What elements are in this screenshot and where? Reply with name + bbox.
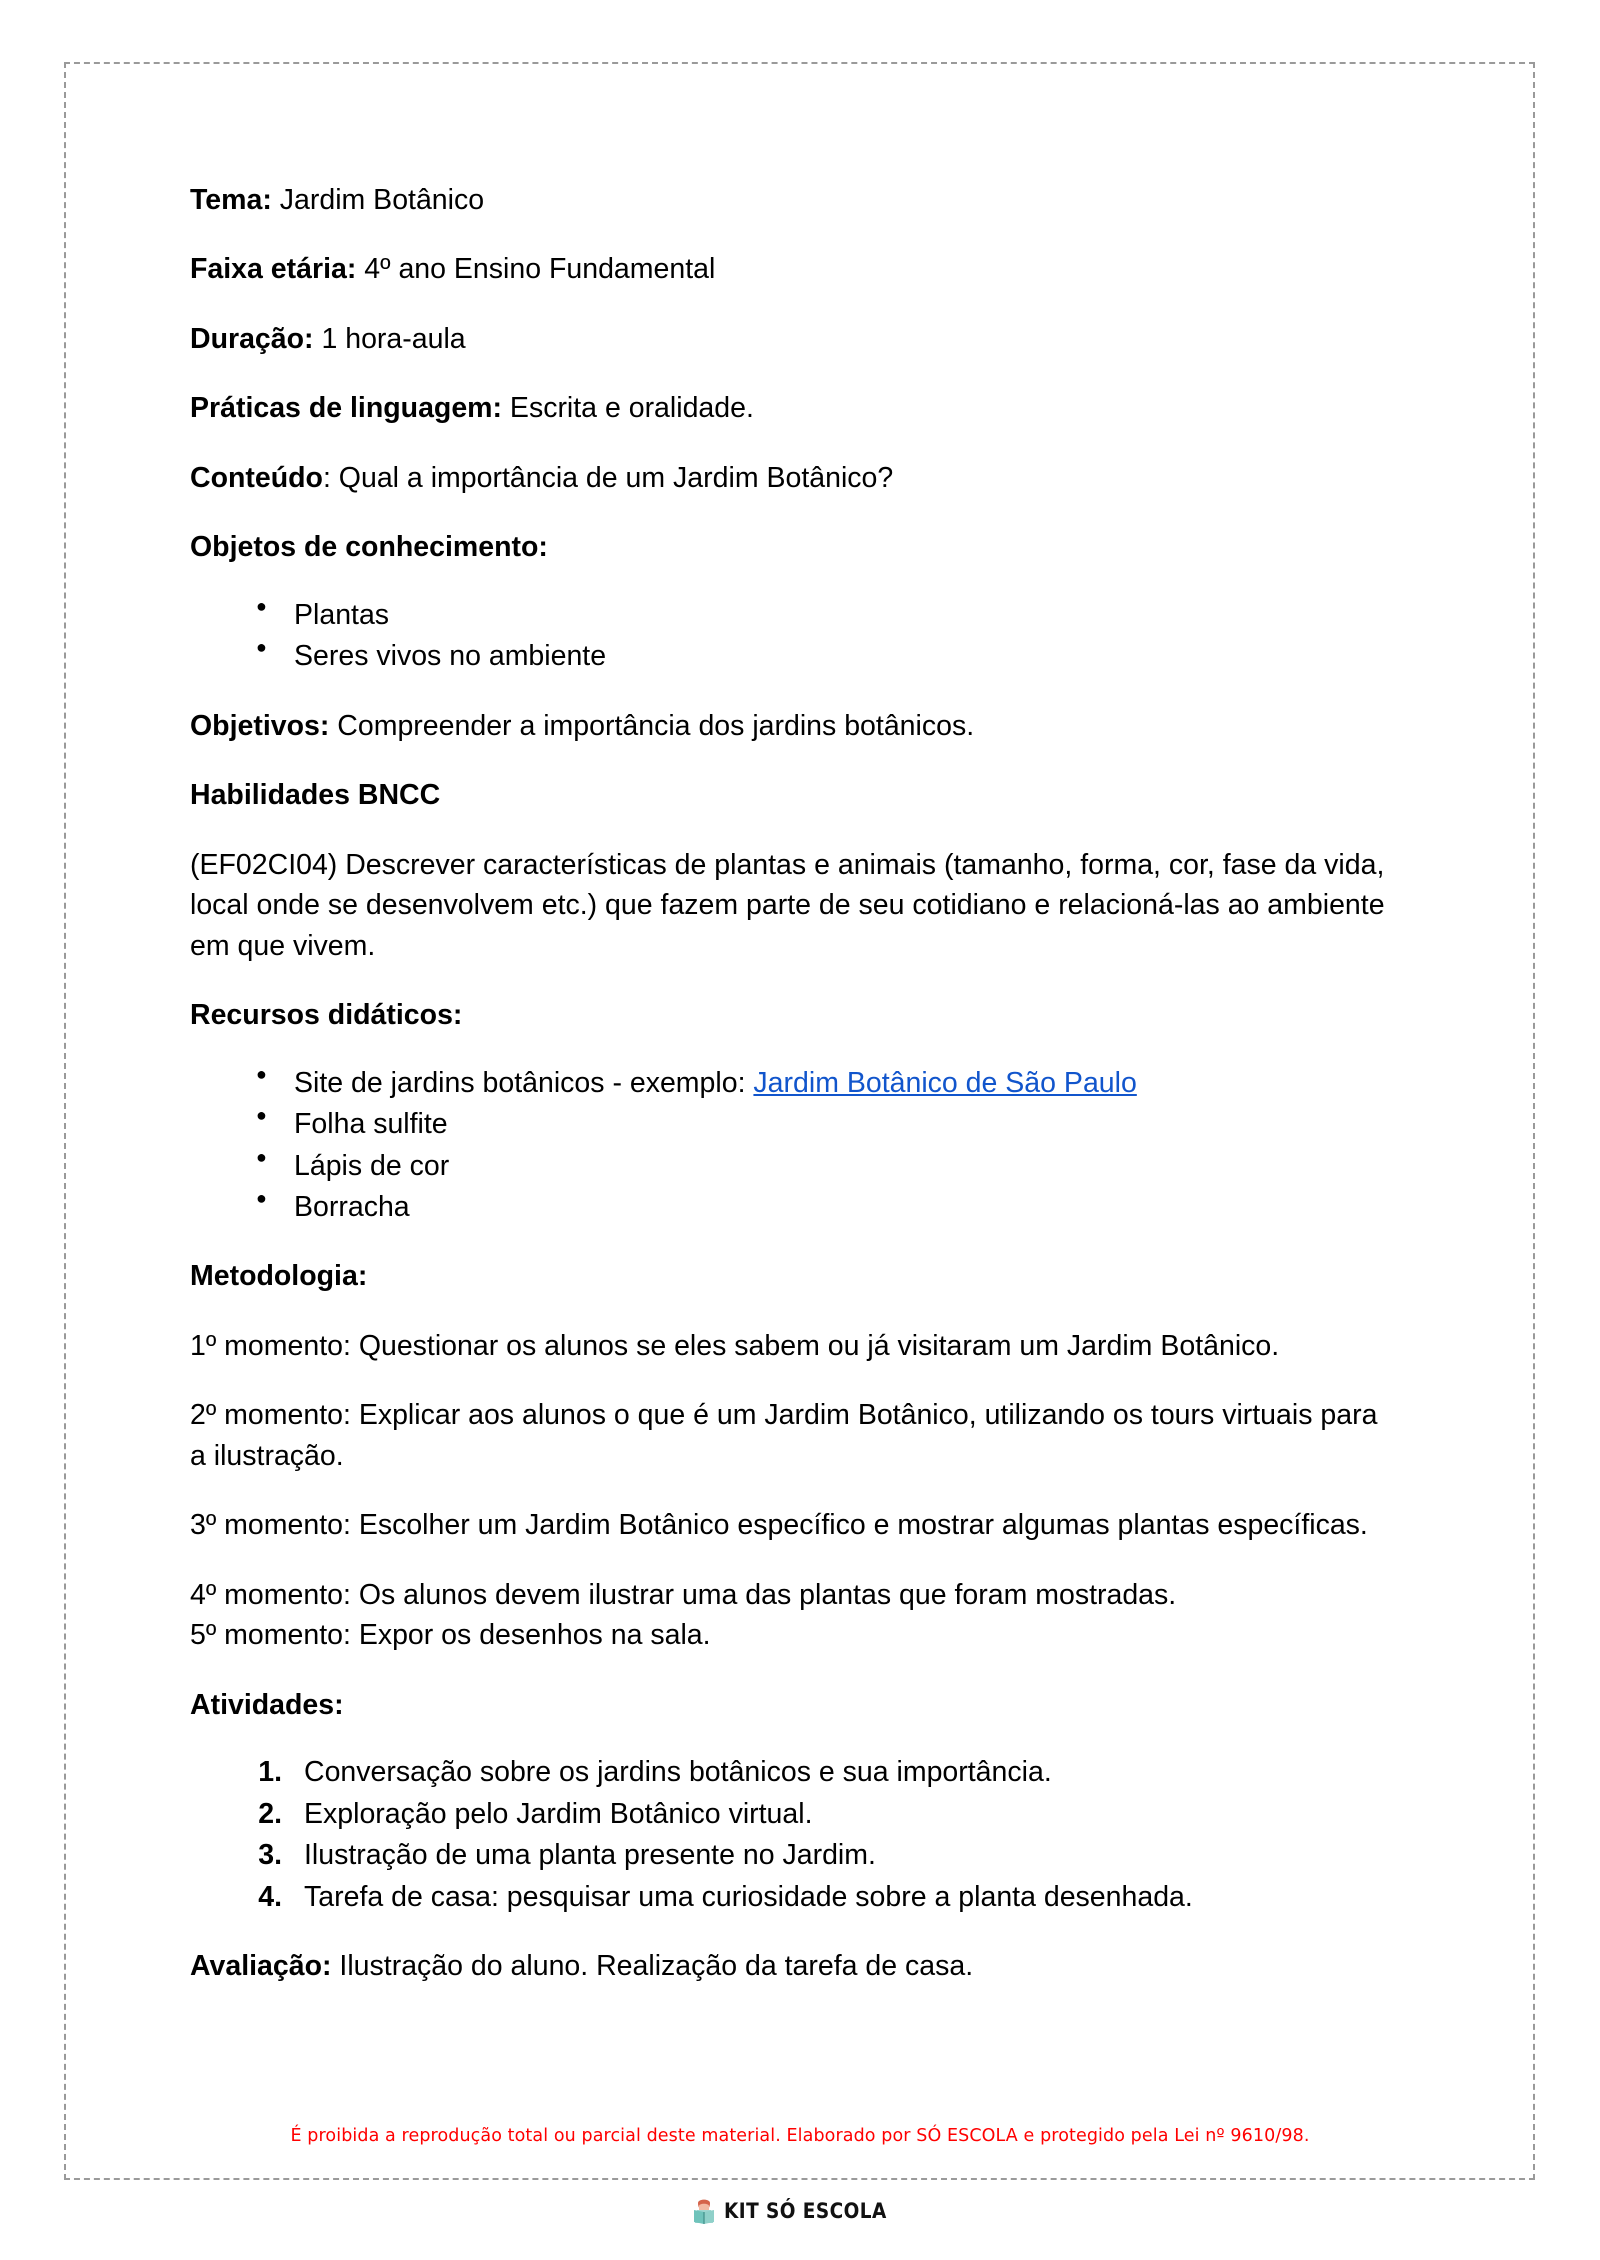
- recursos-didaticos-heading: Recursos didáticos:: [190, 999, 463, 1032]
- list-item: ● Plantas: [252, 595, 1385, 635]
- field-conteudo: [190, 458, 1385, 498]
- field-praticas-linguagem: [190, 388, 1385, 428]
- recurso-text: Site de jardins botânicos - exemplo:: [294, 1066, 754, 1099]
- field-faixa-etaria-value: 4º ano Ensino Fundamental: [356, 253, 716, 286]
- list-item: ● Borracha: [252, 1187, 1385, 1227]
- child-reading-book-icon: [691, 2196, 717, 2226]
- brand-logo: [0, 2196, 1600, 2226]
- field-faixa-etaria: [190, 249, 1385, 289]
- field-objetivos: [190, 706, 1385, 746]
- list-item: Tarefa de casa: pesquisar uma curiosidade sobre a planta desenhada.: [304, 1880, 1193, 1913]
- atividades-heading: Atividades:: [190, 1688, 344, 1721]
- field-objetivos-label: Objetivos:: [190, 709, 330, 742]
- brand-name: KIT SÓ ESCOLA: [724, 2199, 887, 2223]
- field-tema: [190, 180, 1385, 220]
- metodologia-momento-1: 1º momento: Questionar os alunos se eles sabem ou já visitaram um Jardim Botânico.: [190, 1329, 1280, 1362]
- field-avaliacao-label: Avaliação:: [190, 1950, 332, 1983]
- field-avaliacao: [190, 1946, 1385, 1986]
- list-item: Ilustração de uma planta presente no Jardim.: [304, 1839, 876, 1872]
- metodologia-momento-5: 5º momento: Expor os desenhos na sala.: [190, 1619, 711, 1652]
- field-duracao-value: 1 hora-aula: [313, 322, 466, 355]
- recursos-didaticos-list: [190, 1063, 1385, 1228]
- objetos-conhecimento-heading: Objetos de conhecimento:: [190, 531, 548, 564]
- field-tema-label: Tema:: [190, 184, 272, 216]
- habilidades-bncc-heading: Habilidades BNCC: [190, 779, 441, 812]
- field-tema-value: Jardim Botânico: [271, 184, 485, 216]
- list-item: ● Lápis de cor: [252, 1146, 1385, 1186]
- lesson-plan-content: [190, 180, 1385, 2016]
- copyright-notice: É proibida a reprodução total ou parcial deste material. Elaborado por SÓ ESCOLA e protegido pela Lei nº 9610/98.: [290, 2126, 1310, 2146]
- metodologia-momentos-4-5: [190, 1575, 1385, 1656]
- field-duracao-label: Duração:: [190, 322, 314, 355]
- field-faixa-etaria-label: Faixa etária:: [190, 253, 357, 286]
- metodologia-momento-3: 3º momento: Escolher um Jardim Botânico específico e mostrar algumas plantas específicas.: [190, 1509, 1368, 1542]
- field-duracao: [190, 319, 1385, 359]
- metodologia-heading: Metodologia:: [190, 1260, 368, 1293]
- objetos-conhecimento-list: [190, 595, 1385, 677]
- habilidades-bncc-text: (EF02CI04) Descrever características de plantas e animais (tamanho, forma, cor, fase da vida, local onde se desenvolvem etc.) que fazem parte de seu cotidiano e relacioná-las ao ambiente em que vivem.: [190, 848, 1385, 962]
- list-item: [252, 1063, 1385, 1103]
- list-item: ● Folha sulfite: [252, 1104, 1385, 1144]
- field-conteudo-label: Conteúdo: [190, 461, 323, 494]
- metodologia-momento-4: 4º momento: Os alunos devem ilustrar uma das plantas que foram mostradas.: [190, 1578, 1177, 1611]
- field-praticas-linguagem-label: Práticas de linguagem:: [190, 392, 503, 425]
- list-item: Exploração pelo Jardim Botânico virtual.: [304, 1797, 813, 1830]
- field-praticas-linguagem-value: Escrita e oralidade.: [502, 392, 754, 425]
- field-objetivos-value: Compreender a importância dos jardins botânicos.: [329, 709, 975, 742]
- atividades-list: [190, 1752, 1385, 1917]
- list-item: Conversação sobre os jardins botânicos e sua importância.: [304, 1756, 1052, 1789]
- field-conteudo-value: : Qual a importância de um Jardim Botânico?: [322, 461, 894, 494]
- list-item: ● Seres vivos no ambiente: [252, 636, 1385, 676]
- metodologia-momento-2: 2º momento: Explicar aos alunos o que é um Jardim Botânico, utilizando os tours virtuais para a ilustração.: [190, 1399, 1378, 1472]
- jardim-botanico-sao-paulo-link[interactable]: Jardim Botânico de São Paulo: [753, 1066, 1137, 1099]
- field-avaliacao-value: Ilustração do aluno. Realização da tarefa de casa.: [331, 1950, 974, 1983]
